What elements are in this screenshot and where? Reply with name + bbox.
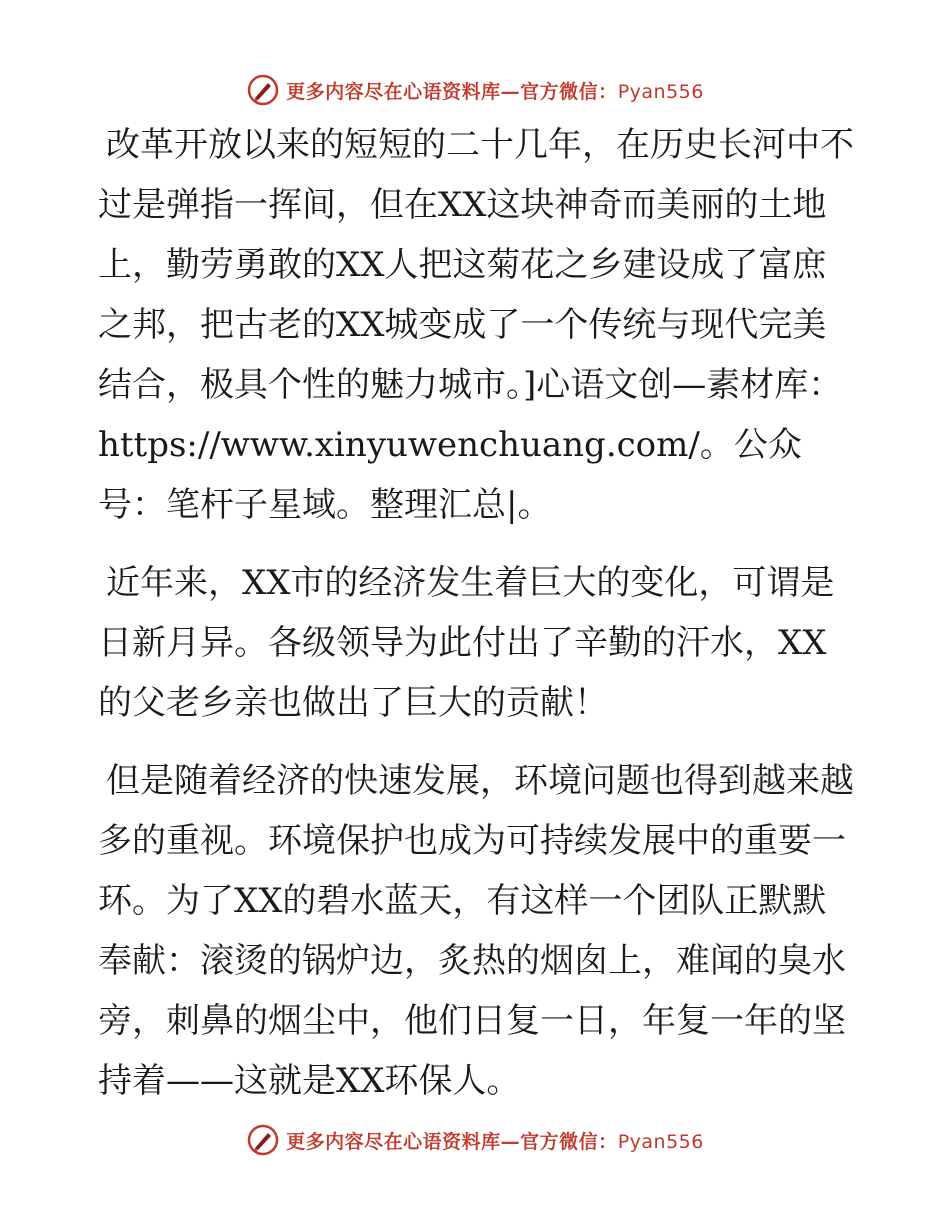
banner-suffix: 官方微信：	[520, 1130, 618, 1153]
banner-main-text: 更多内容尽在心语资料库	[286, 1130, 501, 1153]
document-body	[98, 115, 858, 1129]
banner-text	[286, 77, 704, 104]
banner-main-text: 更多内容尽在心语资料库	[286, 80, 501, 103]
paragraph-1: 改革开放以来的短短的二十几年，在历史长河中不过是弹指一挥间，但在XX这块神奇而美丽的土地上，勤劳勇敢的XX人把这菊花之乡建设成了富庶之邦，把古老的XX城变成了一个传统与现代完美结合，极具个性的魅力城市。]心语文创—素材库：https://www.xinyuwenchuang.com/。公众号：笔杆子星域。整理汇总|。	[98, 125, 854, 525]
footer-banner	[0, 1120, 950, 1160]
pen-circle-logo-icon	[246, 73, 280, 107]
banner-text	[286, 1127, 704, 1154]
paragraph-3: 但是随着经济的快速发展，环境问题也得到越来越多的重视。环境保护也成为可持续发展中的重要一环。为了XX的碧水蓝天，有这样一个团队正默默奉献：滚烫的锅炉边，炙热的烟囱上，难闻的臭水旁，刺鼻的烟尘中，他们日复一日，年复一年的坚持着——这就是XX环保人。	[98, 761, 854, 1101]
banner-dash: —	[500, 1130, 521, 1153]
banner-suffix: 官方微信：	[520, 80, 618, 103]
paragraph-2: 近年来，XX市的经济发生着巨大的变化，可谓是日新月异。各级领导为此付出了辛勤的汗水，XX的父老乡亲也做出了巨大的贡献！	[98, 563, 835, 723]
banner-wechat-id: Pyan556	[617, 80, 704, 103]
pen-circle-logo-icon	[246, 1123, 280, 1157]
banner-wechat-id: Pyan556	[617, 1130, 704, 1153]
header-banner	[0, 70, 950, 110]
banner-dash: —	[500, 80, 521, 103]
